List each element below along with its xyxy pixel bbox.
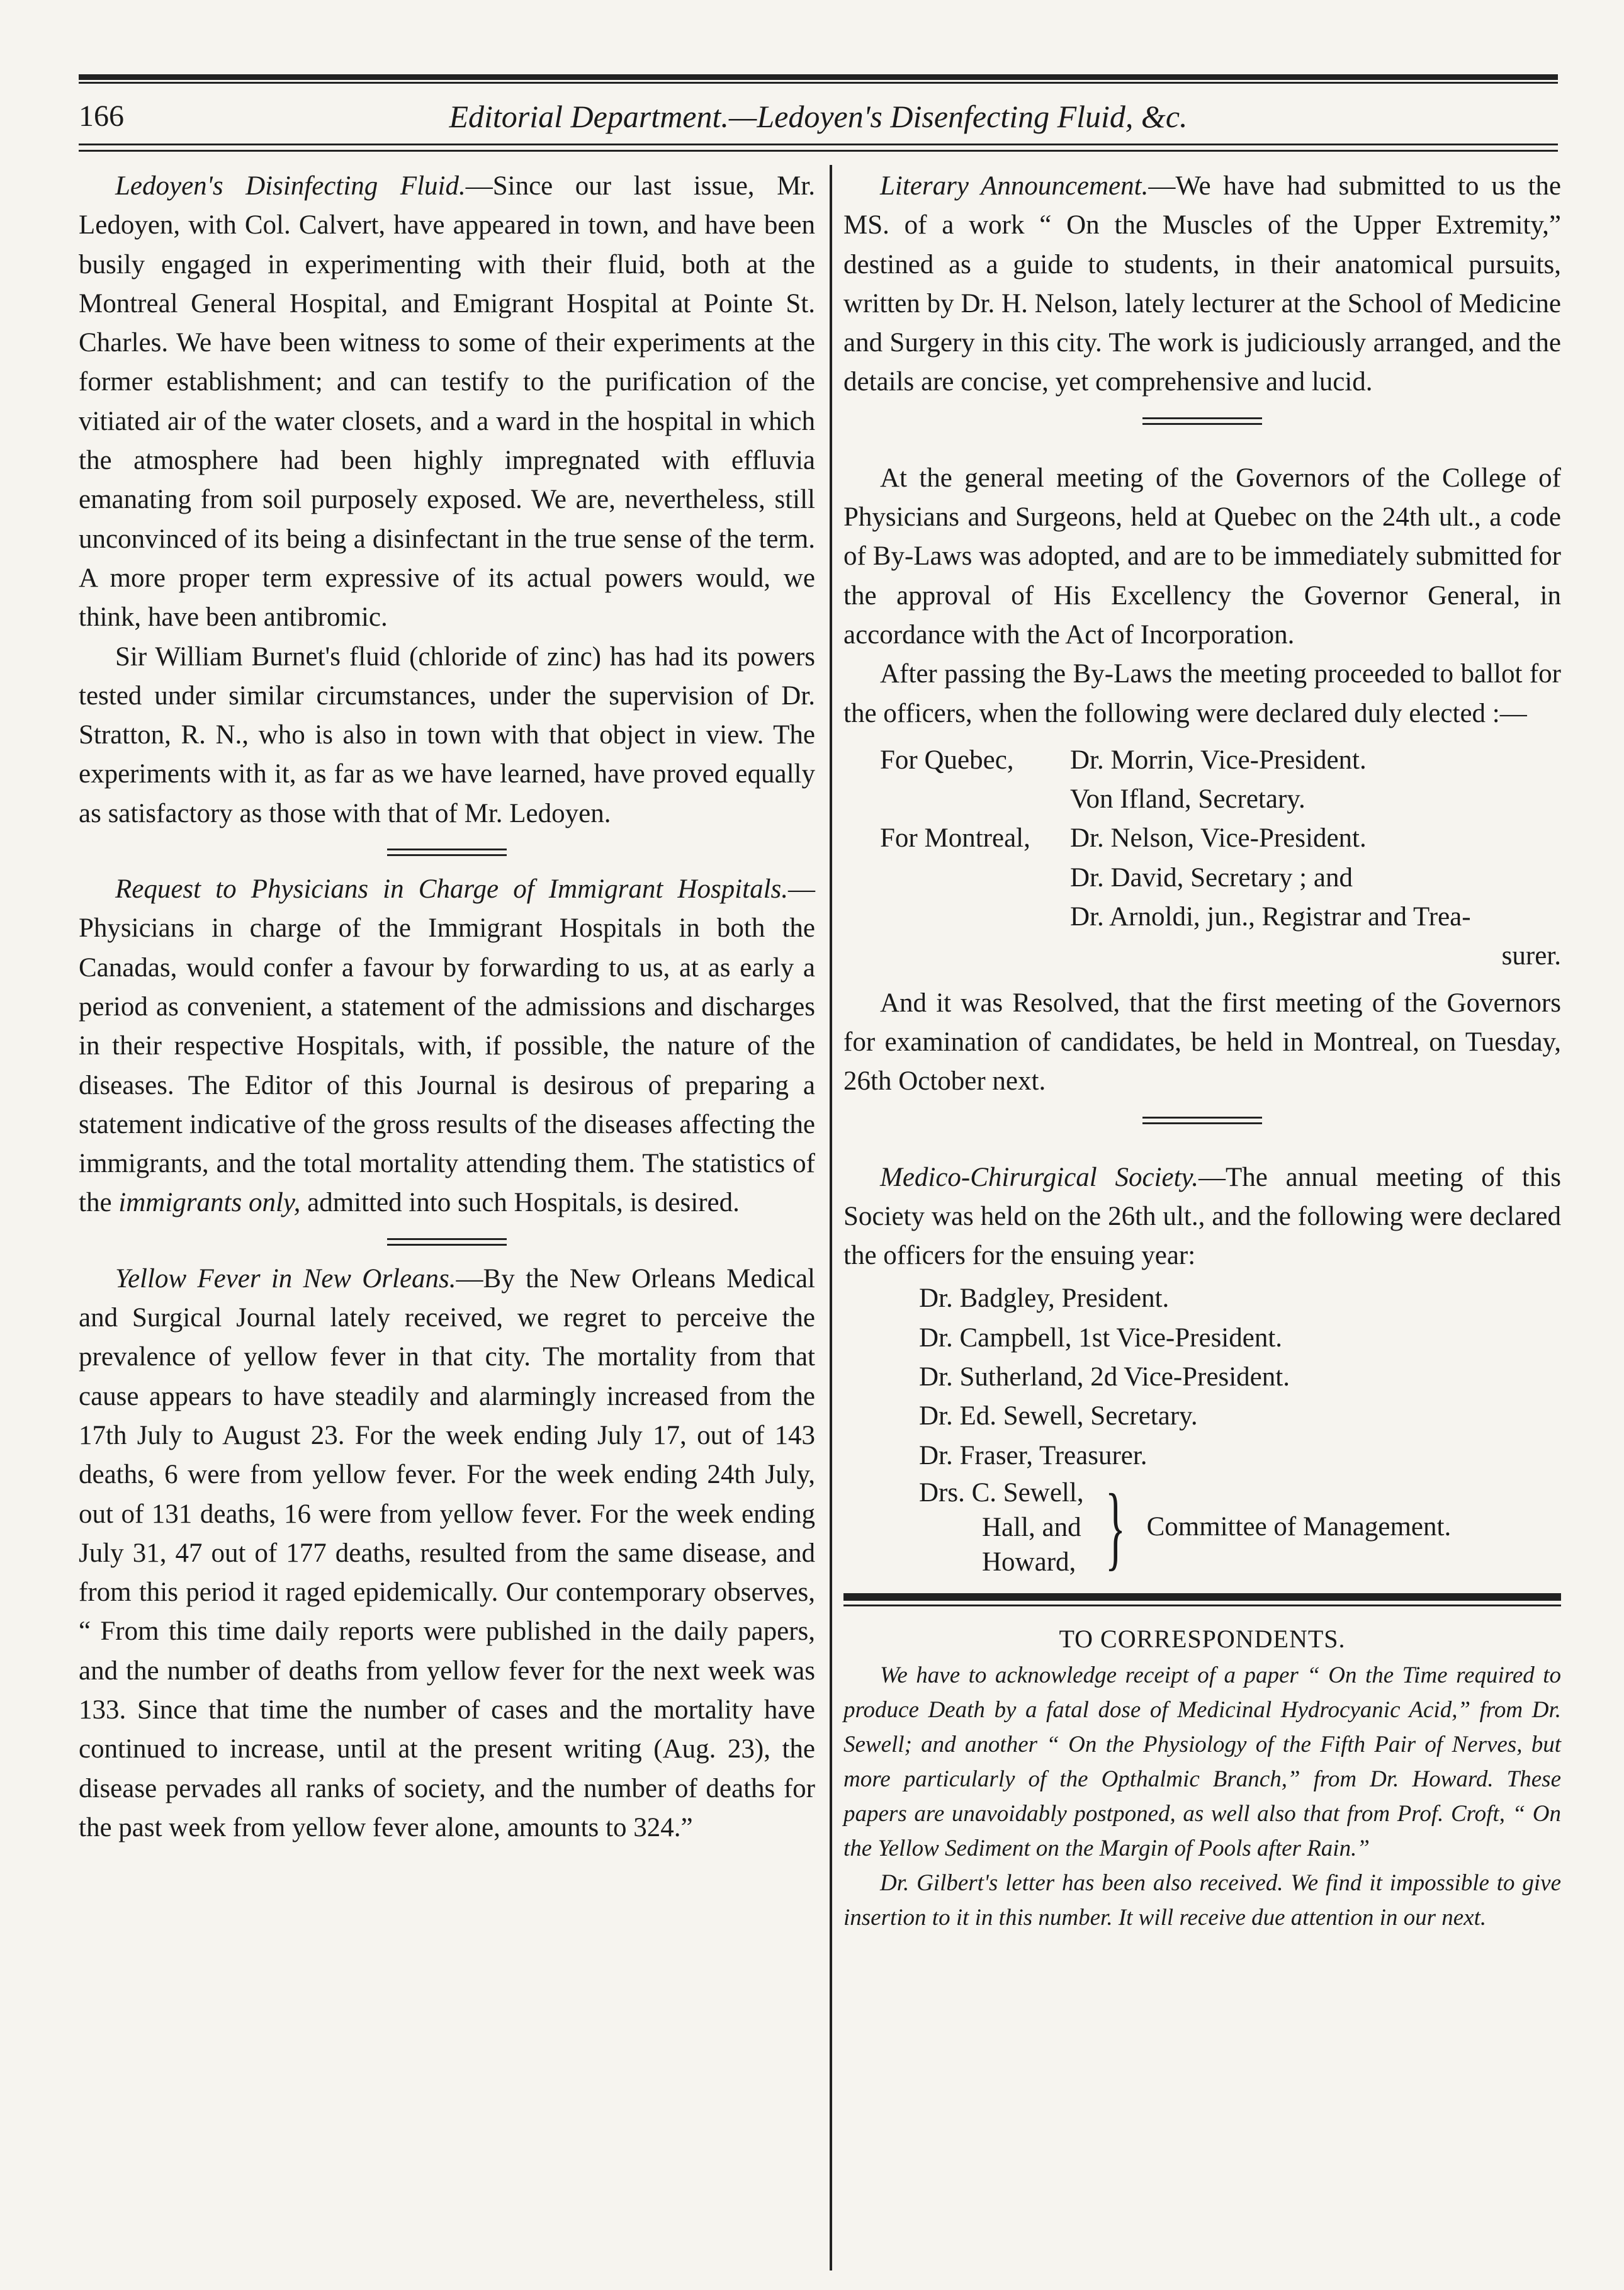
correspondents-paragraph: Dr. Gilbert's letter has been also received. We find it impossible to give insertion to it in this number. It will receive due attention in our next. [843, 1870, 1561, 1931]
society-officers [919, 1279, 1561, 1579]
article-body: admitted into such Hospitals, is desired. [300, 1188, 740, 1218]
article-paragraph: Sir William Burnet's fluid (chloride of zinc) has had its powers tested under similar circumstances, under the supervision of Dr. Stratton, R. N., who is also in town with that object in view. The experiments with it, as far as we have learned, have proved equally as satisfactory as those with that of Mr. Ledoyen. [79, 641, 815, 828]
officer: Dr. Badgley, President. [919, 1283, 1170, 1314]
committee-member: Hall, and [982, 1512, 1081, 1542]
officer: Dr. Sutherland, 2d Vice-President. [919, 1362, 1290, 1392]
committee-member: Howard, [982, 1547, 1076, 1577]
officer-continuation: surer. [1501, 941, 1561, 971]
emphasis-text: immigrants only, [118, 1188, 301, 1218]
top-rule [79, 74, 1558, 80]
officer: Dr. David, Secretary ; and [1070, 862, 1353, 893]
column-divider [830, 165, 832, 2270]
article-body: —We have had submitted to us the MS. of a work “ On the Muscles of the Upper Extremity,” destined as a guide to students, in their anatomical pursuits, written by Dr. H. Nelson, lately lecturer at the School of Medicine and Surgery in this city. The work is judiciously arranged, and the details are concise, yet comprehensive and lucid. [843, 171, 1561, 397]
top-rule-thin [79, 82, 1558, 84]
article-literary [843, 167, 1561, 402]
article-body: —Since our last issue, Mr. Ledoyen, with Col. Calvert, have appeared in town, and have been busily engaged in experimenting with their fluid, both at the Montreal General Hospital, and Emigrant Hospital at Pointe St. Charles. We have been witness to some of their experiments at the former establishment; and can testify to the purification of the vitiated air of the water closets, and a ward in the hospital in which the atmosphere had been highly impregnated with effluvia emanating from soil purposely exposed. We are, nevertheless, still unconvinced of its being a disinfectant in the true sense of the term. A more proper term expressive of its actual powers would, we think, have been antibromic. [79, 171, 815, 633]
article-college: At the general meeting of the Governors of the College of Physicians and Surgeons, held at Quebec on the 24th ult., a code of By-Laws was adopted, and are to be immediately submitted for the approval of His Excellency the Governor General, in accordance with the Act of Incorporation. [843, 463, 1561, 650]
left-column [79, 167, 815, 1847]
section-separator [843, 1102, 1561, 1158]
article-title: Yellow Fever in New Orleans. [115, 1263, 456, 1294]
officer: Dr. Ed. Sewell, Secretary. [919, 1401, 1198, 1431]
article-paragraph: And it was Resolved, that the first meeting of the Governors for examination of candidates, be held in Montreal, on Tuesday, 26th October next. [843, 988, 1561, 1097]
officers-quebec [843, 741, 1561, 820]
officers-montreal [843, 819, 1561, 976]
article-ledoyen [79, 167, 815, 638]
article-yellow-fever [79, 1260, 815, 1847]
article-title: Literary Announcement. [880, 171, 1149, 201]
running-head: Editorial Department.—Ledoyen's Disenfecting Fluid, &c. [449, 99, 1188, 134]
right-column [843, 167, 1561, 1935]
committee-member: Drs. C. Sewell, [919, 1477, 1084, 1508]
section-separator [79, 833, 815, 870]
article-request [79, 870, 815, 1223]
article-title: Request to Physicians in Charge of Immigrant Hospitals. [115, 874, 788, 905]
committee-label: Committee of Management. [1146, 1512, 1452, 1542]
page-number: 166 [79, 99, 124, 133]
correspondents-paragraph: We have to acknowledge receipt of a paper “ On the Time required to produce Death by a fatal dose of Medicinal Hydrocyanic Acid,” from Dr. Sewell; and another “ On the Physiology of the Fifth Pair of Nerves, but more particularly of the Opthalmic Branch,” from Dr. Howard. These papers are unavoidably postponed, as well also that from Prof. Croft, “ On the Yellow Sediment on the Margin of Pools after Rain.” [843, 1662, 1561, 1861]
light-rule [843, 1605, 1561, 1606]
city-label: For Montreal, [880, 823, 1030, 854]
article-paragraph: After passing the By-Laws the meeting proceeded to ballot for the officers, when the following were declared duly elected :— [843, 659, 1561, 728]
section-heading: TO CORRESPONDENTS. [1059, 1624, 1346, 1653]
officer: Dr. Arnoldi, jun., Registrar and Trea- [1070, 902, 1471, 932]
officers-list [843, 741, 1561, 976]
article-body: —The annual meeting of this Society was held on the 26th ult., and the following were declared the officers for the ensuing year: [843, 1162, 1561, 1271]
officer: Dr. Nelson, Vice-President. [1070, 823, 1367, 854]
article-title: Medico-Chirurgical Society. [880, 1162, 1199, 1192]
officer: Dr. Campbell, 1st Vice-President. [919, 1323, 1283, 1353]
officer: Von Ifland, Secretary. [1070, 784, 1305, 815]
page-header [79, 94, 1558, 138]
header-rule-2 [79, 150, 1558, 152]
brace-glyph: } [1105, 1475, 1125, 1580]
section-separator [843, 402, 1561, 459]
article-medico-chirurgical [843, 1158, 1561, 1276]
committee-block [919, 1475, 1561, 1579]
city-label: For Quebec, [880, 745, 1014, 775]
article-body: —By the New Orleans Medical and Surgical Journal lately received, we regret to perceive the prevalence of yellow fever in that city. The mortality from that cause appears to have steadily and alarmingly increased from the 17th July to August 23. For the week ending July 17, out of 143 deaths, 6 were from yellow fever. For the week ending 24th July, out of 131 deaths, 16 were from yellow fever. For the week ending July 31, 47 out of 177 deaths, resulted from the same disease, and from this period it raged epidemically. Our contemporary observes, “ From this time daily reports were published in the daily papers, and the number of deaths from yellow fever for the next week was 133. Since that time the number of cases and the mortality have continued to increase, until at the present writing (Aug. 23), the disease pervades all ranks of society, and the number of deaths for the past week from yellow fever alone, amounts to 324.” [79, 1263, 815, 1842]
heavy-rule [843, 1593, 1561, 1601]
article-body: —Physicians in charge of the Immigrant Hospitals in both the Canadas, would confer a favour by forwarding to us, at as early a period as convenient, a statement of the admissions and discharges in their respective Hospitals, with, if possible, the nature of the diseases. The Editor of this Journal is desirous of preparing a statement indicative of the gross results of the diseases affecting the immigrants, and the total mortality attending them. The statistics of the [79, 874, 815, 1218]
article-title: Ledoyen's Disinfecting Fluid. [115, 171, 466, 201]
officer: Dr. Morrin, Vice-President. [1070, 745, 1367, 775]
officer: Dr. Fraser, Treasurer. [919, 1440, 1148, 1470]
correspondents-section [843, 1620, 1561, 1935]
header-rule [79, 144, 1558, 145]
section-separator [79, 1223, 815, 1260]
